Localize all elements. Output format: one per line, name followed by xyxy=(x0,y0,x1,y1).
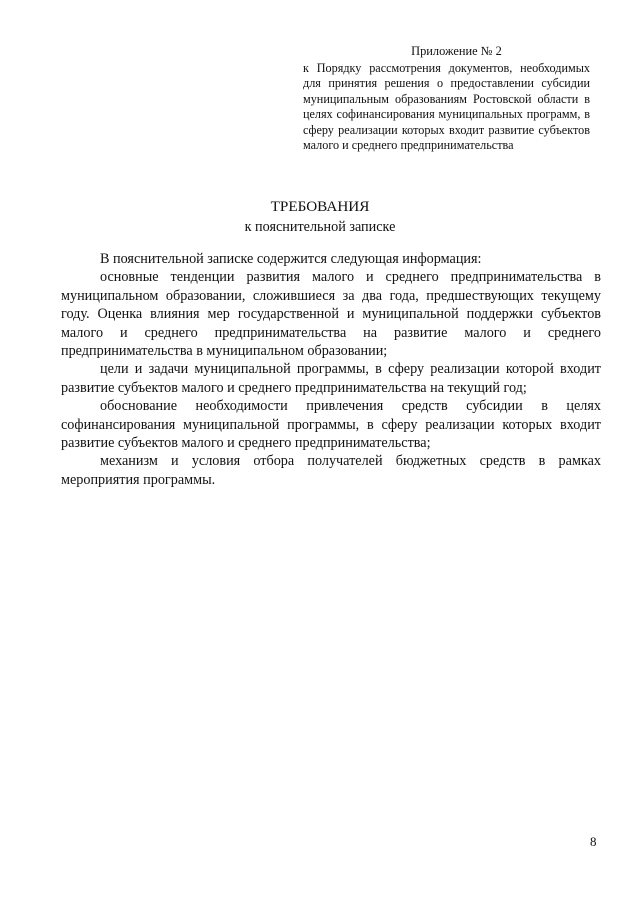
document-body xyxy=(61,250,601,489)
appendix-note xyxy=(303,44,590,154)
document-subtitle: к пояснительной записке xyxy=(244,219,396,235)
document-title: ТРЕБОВАНИЯ xyxy=(270,198,370,215)
paragraph-trends: основные тенденции развития малого и среднего предпринимательства в муниципальном образовании, сложившиеся за два года, предшествующих текущему году. Оценка влияния мер государственной и муниципальной поддержки субъектов малого и среднего предпринимательства на развитие малого и среднего предпринимательства в муниципальном образовании; xyxy=(61,269,601,360)
paragraph-goals: цели и задачи муниципальной программы, в сферу реализации которой входит развитие субъектов малого и среднего предпринимательства на текущий год; xyxy=(61,361,601,396)
paragraph-intro: В пояснительной записке содержится следующая информация: xyxy=(100,251,482,267)
appendix-text: к Порядку рассмотрения документов, необходимых для принятия решения о предоставлении субсидии муниципальным образованиям Ростовской области в целях софинансирования муниципальных программ, в сферу реализации которых входит развитие субъектов малого и среднего предпринимательства xyxy=(303,60,590,152)
paragraph-justification: обоснование необходимости привлечения средств субсидии в целях софинансирования муниципальной программы, в сферу реализации которых входит развитие субъектов малого и среднего предпринимательства; xyxy=(61,398,601,452)
appendix-title: Приложение № 2 xyxy=(411,44,502,58)
paragraph-mechanism: механизм и условия отбора получателей бюджетных средств в рамках мероприятия программы. xyxy=(61,453,601,488)
page-number: 8 xyxy=(590,834,597,849)
document-heading xyxy=(0,197,640,237)
